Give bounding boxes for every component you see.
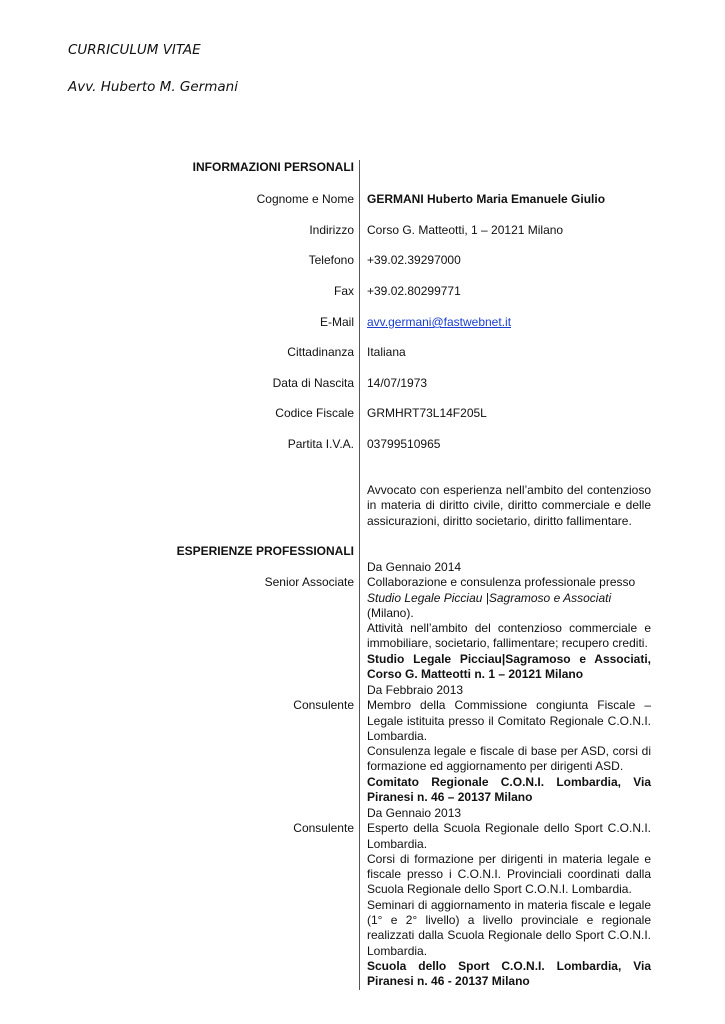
experience-activity: Consulenza legale e fiscale di base per ASD, corsi di formazione ed aggiornamento per dirigenti ASD.: [367, 744, 651, 774]
experience-description: Collaborazione e consulenza professionale presso Studio Legale Picciau |Sagramoso e Associati (Milano).: [367, 575, 636, 620]
label-phone: Telefono: [308, 253, 354, 267]
value-vat: 03799510965: [367, 437, 441, 451]
value-birthdate: 14/07/1973: [367, 376, 428, 390]
role-consulente-2: Consulente: [293, 821, 354, 835]
label-tax-code: Codice Fiscale: [275, 406, 354, 420]
label-citizenship: Cittadinanza: [287, 345, 354, 359]
experience-entry-2: [367, 683, 651, 805]
role-consulente-1: Consulente: [293, 698, 354, 712]
experience-activity-2: Seminari di aggiornamento in materia fiscale e legale (1° e 2° livello) a livello provinciale e regionale realizzati dalla Scuola Regionale dello Sport C.O.N.I. Lombardia.: [367, 897, 651, 958]
experience-activity: Attività nell’ambito del contenzioso commerciale e immobiliare, societario, fallimentare; recupero crediti.: [367, 621, 651, 651]
value-tax-code: GRMHRT73L14F205L: [367, 406, 487, 420]
experience-description: Membro della Commissione congiunta Fiscale – Legale istituita presso il Comitato Regionale C.O.N.I. Lombardia.: [367, 698, 651, 743]
role-senior-associate: Senior Associate: [264, 575, 354, 589]
experience-address: Comitato Regionale C.O.N.I. Lombardia, Via Piranesi n. 46 – 20137 Milano: [367, 774, 651, 805]
experience-date: Da Febbraio 2013: [367, 683, 464, 697]
email-link[interactable]: avv.germani@fastwebnet.it: [367, 315, 512, 329]
value-fax: +39.02.80299771: [367, 284, 461, 298]
value-citizenship: Italiana: [367, 345, 406, 359]
value-email: [367, 315, 511, 330]
label-fax: Fax: [333, 284, 354, 298]
experience-address: Scuola dello Sport C.O.N.I. Lombardia, Via Piranesi n. 46 - 20137 Milano: [367, 958, 651, 989]
summary-paragraph: Avvocato con esperienza nell’ambito del contenzioso in materia di diritto civile, diritto commerciale e delle assicurazioni, diritto societario, diritto fallimentare.: [367, 483, 651, 528]
section-title-personal: INFORMAZIONI PERSONALI: [192, 160, 354, 174]
experience-date: Da Gennaio 2013: [367, 806, 462, 820]
label-name: Cognome e Nome: [256, 192, 354, 206]
value-phone: +39.02.39297000: [367, 253, 461, 267]
experience-date: Da Gennaio 2014: [367, 560, 462, 574]
experience-entry-3: [367, 806, 651, 990]
value-address: Corso G. Matteotti, 1 – 20121 Milano: [367, 223, 564, 237]
experience-address: Studio Legale Picciau|Sagramoso e Associati, Corso G. Matteotti n. 1 – 20121 Milano: [367, 651, 651, 682]
label-birthdate: Data di Nascita: [272, 376, 354, 390]
section-title-experience: ESPERIENZE PROFESSIONALI: [176, 544, 354, 558]
column-divider: [359, 160, 360, 990]
experience-description: Esperto della Scuola Regionale dello Sport C.O.N.I. Lombardia.: [367, 821, 651, 851]
label-address: Indirizzo: [309, 223, 354, 237]
author-name: Avv. Huberto M. Germani: [68, 79, 238, 95]
value-name: GERMANI Huberto Maria Emanuele Giulio: [367, 192, 606, 206]
label-vat: Partita I.V.A.: [287, 437, 354, 451]
summary-text: [367, 483, 651, 529]
experience-entry-1: [367, 560, 651, 682]
document-title: CURRICULUM VITAE: [68, 42, 201, 58]
label-email: E-Mail: [319, 315, 354, 329]
experience-activity: Corsi di formazione per dirigenti in materia legale e fiscale presso i C.O.N.I. Provinciali coordinati dalla Scuola Regionale dello Sport C.O.N.I. Lombardia.: [367, 851, 651, 897]
